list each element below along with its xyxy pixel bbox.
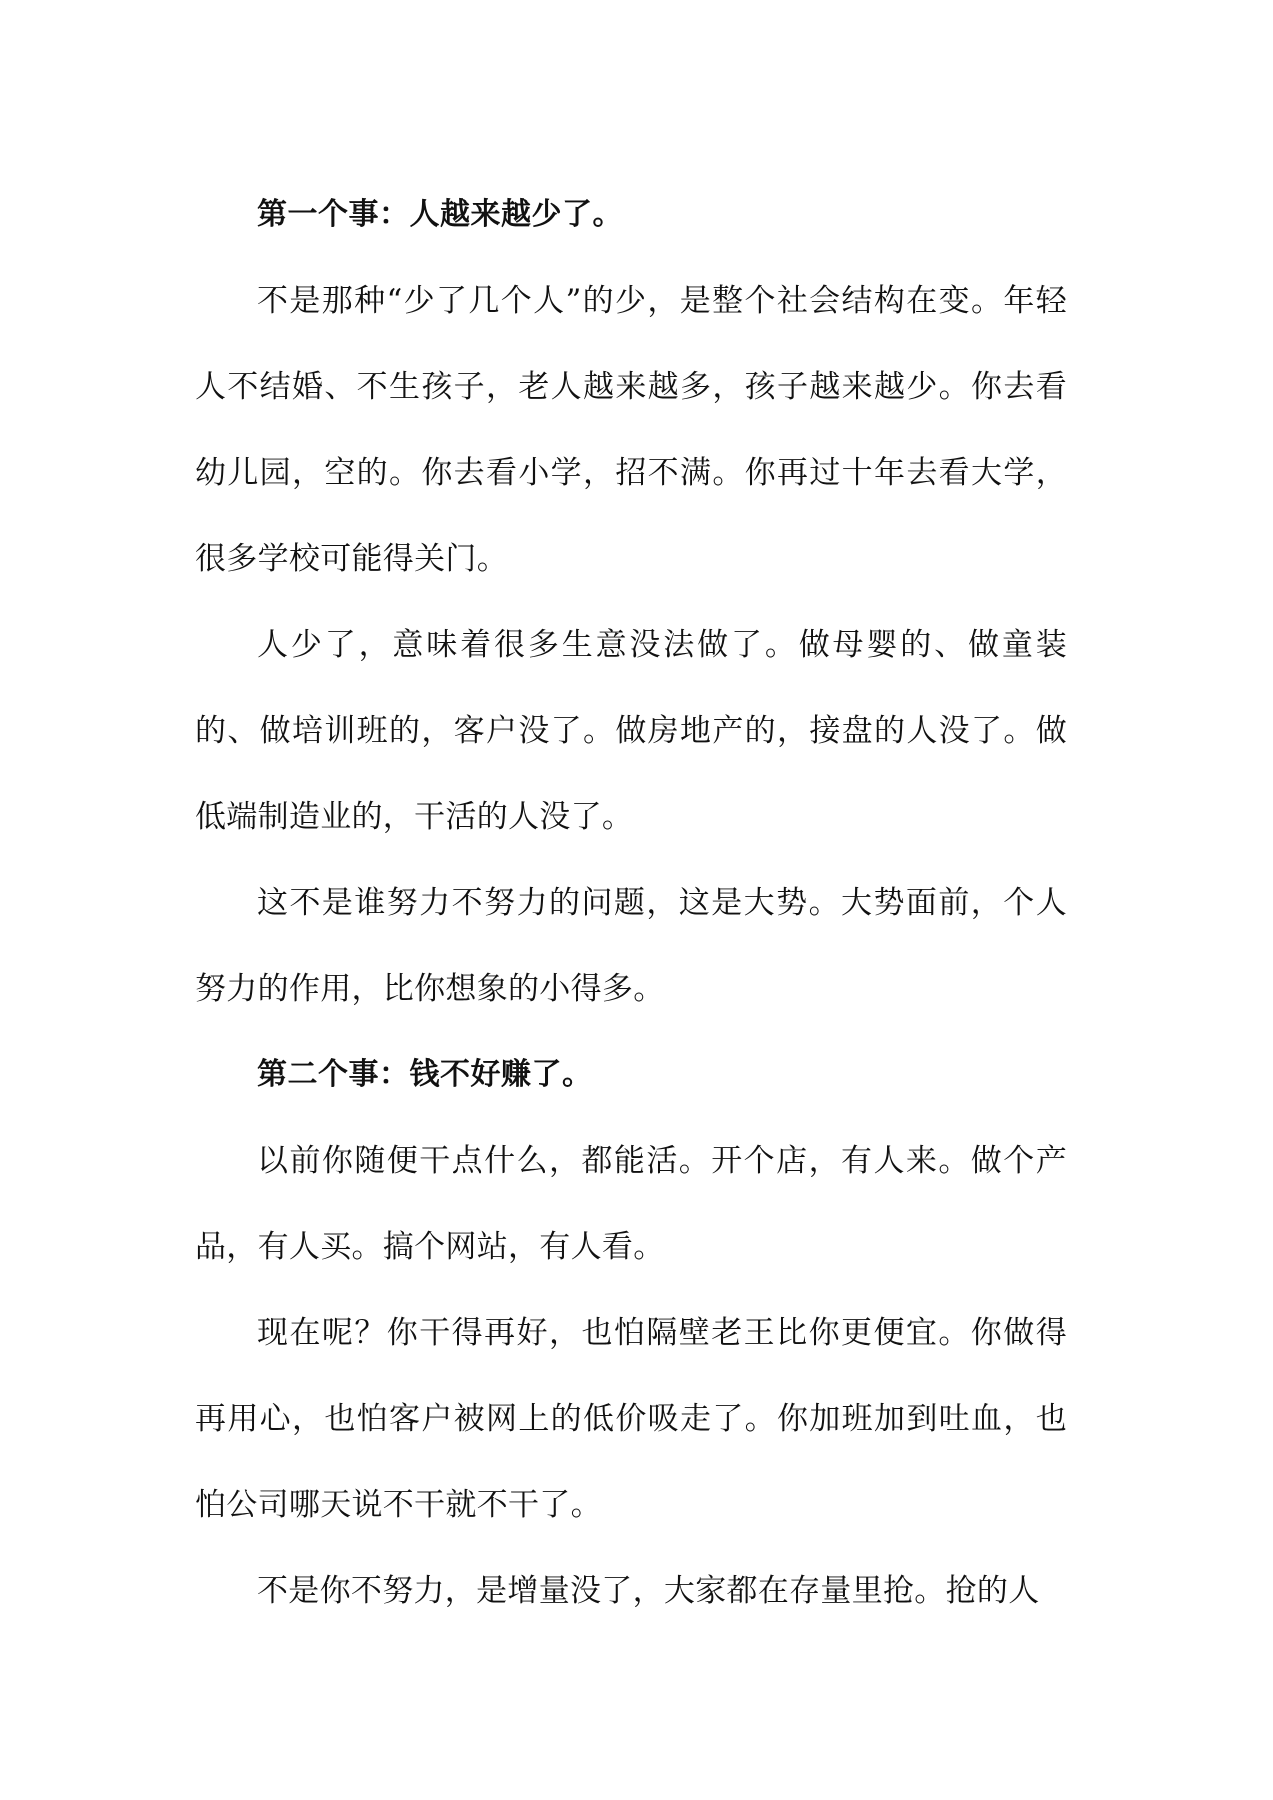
section-1: [195, 172, 1067, 1032]
section-heading: 第二个事：钱不好赚了。: [257, 1057, 593, 1092]
paragraph: 这不是谁努力不努力的问题，这是大势。大势面前，个人努力的作用，比你想象的小得多。: [195, 885, 1067, 1007]
paragraph: 现在呢？你干得再好，也怕隔壁老王比你更便宜。你做得再用心，也怕客户被网上的低价吸走了。你加班加到吐血，也怕公司哪天说不干就不干了。: [195, 1315, 1067, 1523]
paragraph: 不是你不努力，是增量没了，大家都在存量里抢。抢的人: [257, 1573, 1040, 1609]
section-heading: 第一个事：人越来越少了。: [257, 197, 623, 232]
paragraph: 不是那种“少了几个人”的少，是整个社会结构在变。年轻人不结婚、不生孩子，老人越来越多，孩子越来越少。你去看幼儿园，空的。你去看小学，招不满。你再过十年去看大学，很多学校可能得关门。: [195, 283, 1067, 577]
section-2: [195, 1032, 1067, 1634]
paragraph: 人少了，意味着很多生意没法做了。做母婴的、做童装的、做培训班的，客户没了。做房地产的，接盘的人没了。做低端制造业的，干活的人没了。: [195, 627, 1067, 835]
document-body: [195, 172, 1067, 1634]
paragraph: 以前你随便干点什么，都能活。开个店，有人来。做个产品，有人买。搞个网站，有人看。: [195, 1143, 1067, 1265]
